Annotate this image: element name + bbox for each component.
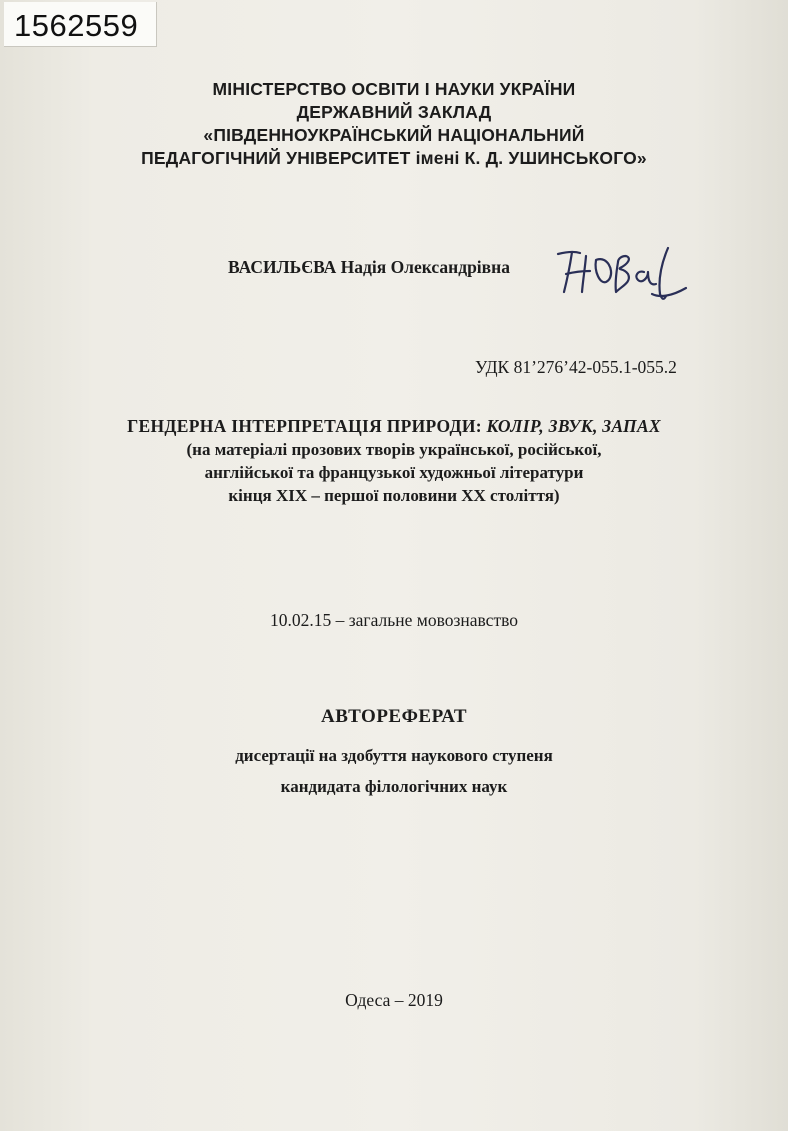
institution-type-line: ДЕРЖАВНИЙ ЗАКЛАД (296, 102, 492, 122)
author-name: ВАСИЛЬЄВА Надія Олександрівна (228, 257, 510, 277)
title-main-line (0, 415, 788, 438)
title-subtitle-line2: англійської та французької художньої літератури (204, 463, 584, 482)
university-name-line1: «ПІВДЕННОУКРАЇНСЬКИЙ НАЦІОНАЛЬНИЙ (203, 125, 585, 145)
ministry-line: МІНІСТЕРСТВО ОСВІТИ І НАУКИ УКРАЇНИ (212, 79, 576, 99)
specialty-code: 10.02.15 – загальне мовознавство (270, 610, 518, 630)
university-name-line2: ПЕДАГОГІЧНИЙ УНІВЕРСИТЕТ імені К. Д. УШИНСЬКОГО» (141, 148, 647, 168)
title-subtitle-line1: (на матеріалі прозових творів української, російської, (186, 440, 602, 459)
place-and-year: Одеса – 2019 (345, 990, 443, 1010)
degree-purpose (0, 740, 788, 802)
degree-purpose-line1: дисертації на здобуття наукового ступеня (235, 746, 553, 765)
title-subtitle-line3: кінця ХІХ – першої половини ХХ століття) (228, 486, 560, 505)
title-main-italic: КОЛІР, ЗВУК, ЗАПАХ (486, 416, 661, 436)
degree-purpose-line2: кандидата філологічних наук (280, 777, 508, 796)
handwritten-signature (552, 238, 692, 314)
inventory-sticker (4, 2, 157, 47)
inventory-number: 1562559 (14, 8, 139, 43)
dissertation-title (0, 415, 788, 507)
document-kind: АВТОРЕФЕРАТ (320, 706, 467, 727)
title-main-prefix: ГЕНДЕРНА ІНТЕРПРЕТАЦІЯ ПРИРОДИ: (127, 416, 487, 436)
udk-code: УДК 81’276’42-055.1-055.2 (475, 357, 677, 377)
institution-header (0, 78, 788, 170)
